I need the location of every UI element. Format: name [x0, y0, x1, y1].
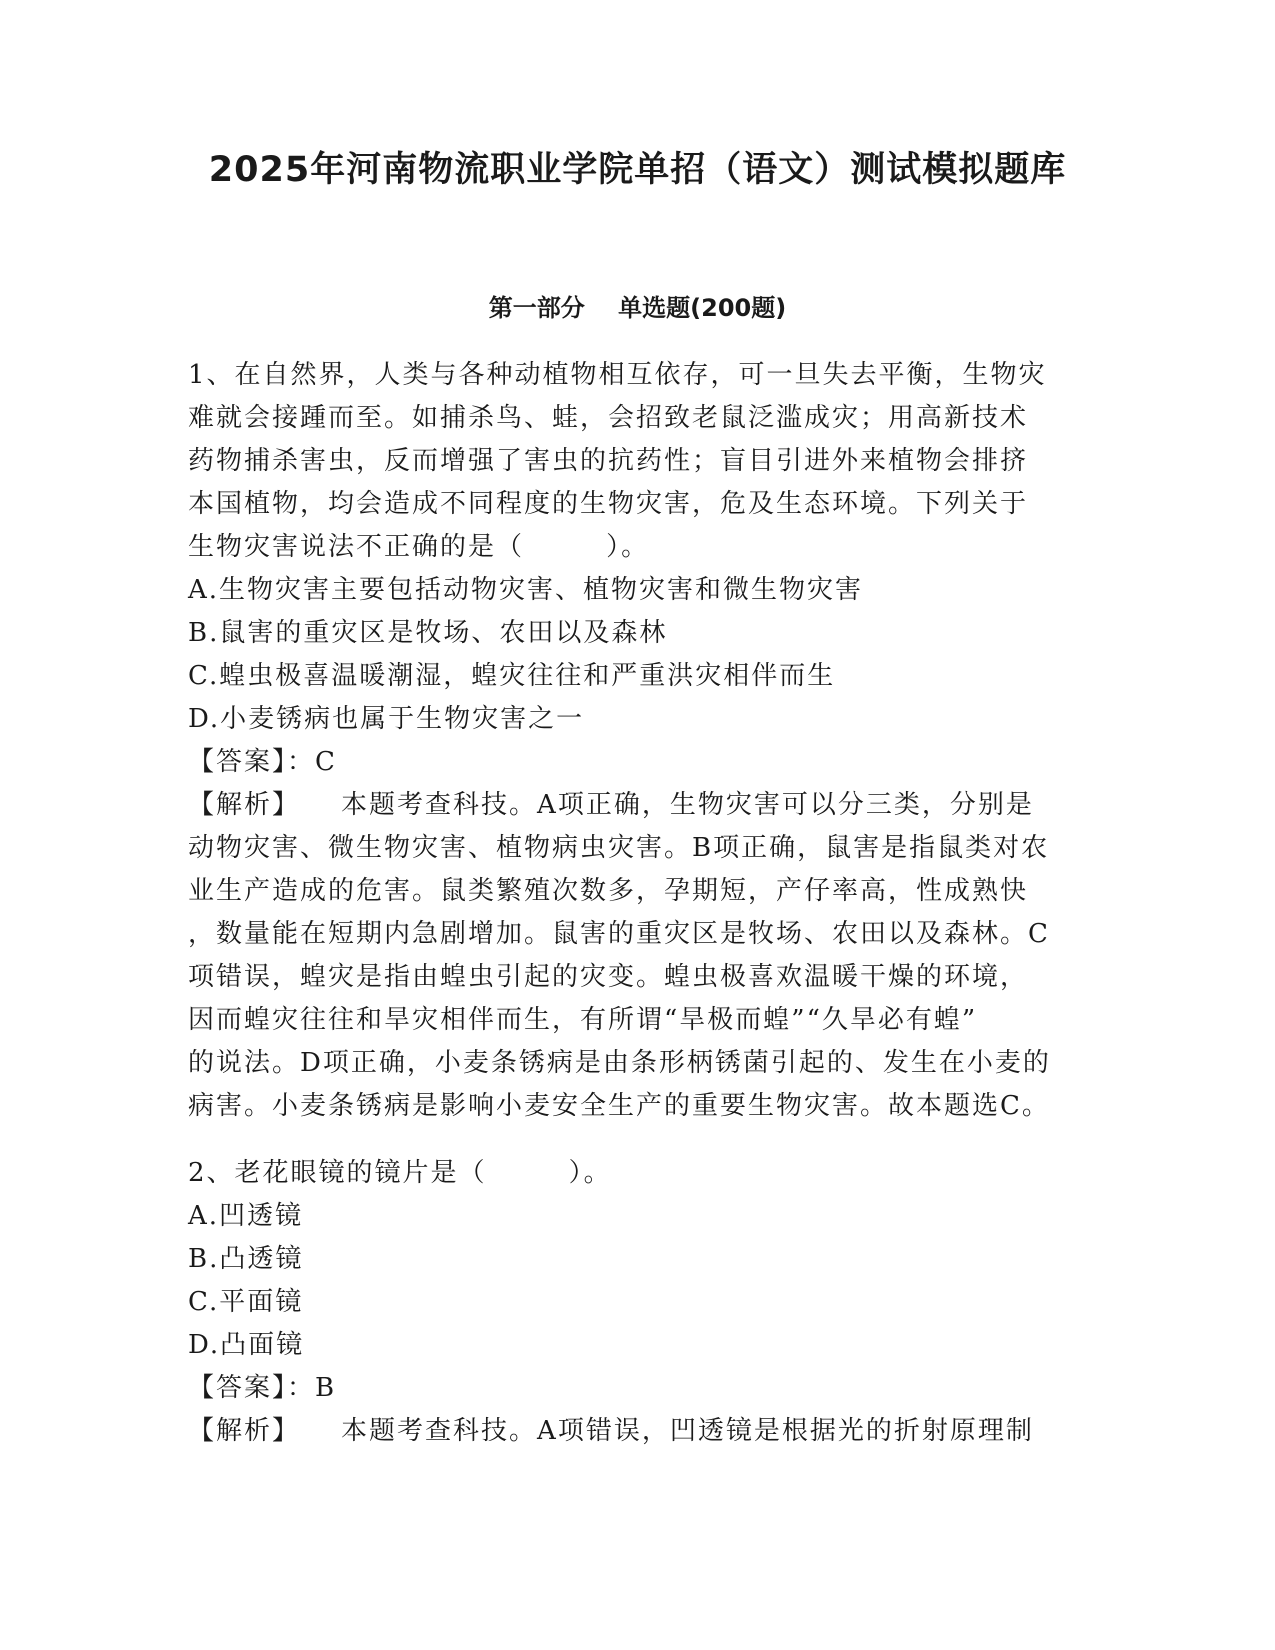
question-stem-line: 生物灾害说法不正确的是（ ）。: [188, 532, 650, 562]
question-stem-line: 1、在自然界，人类与各种动植物相互依存，可一旦失去平衡，生物灾: [188, 360, 1047, 390]
analysis-line: ，数量能在短期内急剧增加。鼠害的重灾区是牧场、农田以及森林。C: [188, 919, 1050, 949]
option-a: A.生物灾害主要包括动物灾害、植物灾害和微生物灾害: [188, 575, 864, 605]
analysis-line: 业生产造成的危害。鼠类繁殖次数多，孕期短，产仔率高，性成熟快: [188, 876, 1029, 906]
answer-line: 【答案】：C: [188, 747, 337, 777]
section-title: 第一部分 单选题(200题): [488, 294, 787, 322]
question-stem-line: 难就会接踵而至。如捕杀鸟、蛙，会招致老鼠泛滥成灾；用高新技术: [188, 403, 1029, 433]
question-stem-line: 本国植物，均会造成不同程度的生物灾害，危及生态环境。下列关于: [188, 489, 1029, 519]
analysis-line: 的说法。D项正确，小麦条锈病是由条形柄锈菌引起的、发生在小麦的: [188, 1048, 1051, 1078]
analysis-line: 病害。小麦条锈病是影响小麦安全生产的重要生物灾害。故本题选C。: [188, 1091, 1050, 1121]
question-spacer: [188, 1128, 1088, 1152]
question-list: [188, 354, 1088, 1453]
option-c: C.平面镜: [188, 1287, 304, 1317]
analysis-line: 项错误，蝗灾是指由蝗虫引起的灾变。蝗虫极喜欢温暖干燥的环境，: [188, 962, 1029, 992]
question-1: [188, 354, 1088, 1128]
analysis-line: 【解析】 本题考查科技。A项正确，生物灾害可以分三类，分别是: [188, 790, 1034, 820]
question-stem-line: 药物捕杀害虫，反而增强了害虫的抗药性；盲目引进外来植物会排挤: [188, 446, 1029, 476]
question-2: [188, 1152, 1088, 1453]
analysis-line: 动物灾害、微生物灾害、植物病虫灾害。B项正确，鼠害是指鼠类对农: [188, 833, 1050, 863]
question-stem-line: 2、老花眼镜的镜片是（ ）。: [188, 1158, 612, 1188]
option-d: D.凸面镜: [188, 1330, 305, 1360]
option-c: C.蝗虫极喜温暖潮湿，蝗灾往往和严重洪灾相伴而生: [188, 661, 836, 691]
option-a: A.凹透镜: [188, 1201, 304, 1231]
document-title: 2025年河南物流职业学院单招（语文）测试模拟题库: [208, 150, 1067, 190]
option-b: B.凸透镜: [188, 1244, 304, 1274]
analysis-line: 因而蝗灾往往和旱灾相伴而生，有所谓“旱极而蝗”“久旱必有蝗”: [188, 1005, 978, 1035]
answer-line: 【答案】：B: [188, 1373, 337, 1403]
option-b: B.鼠害的重灾区是牧场、农田以及森林: [188, 618, 668, 648]
analysis-line: 【解析】 本题考查科技。A项错误，凹透镜是根据光的折射原理制: [188, 1416, 1034, 1446]
option-d: D.小麦锈病也属于生物灾害之一: [188, 704, 585, 734]
